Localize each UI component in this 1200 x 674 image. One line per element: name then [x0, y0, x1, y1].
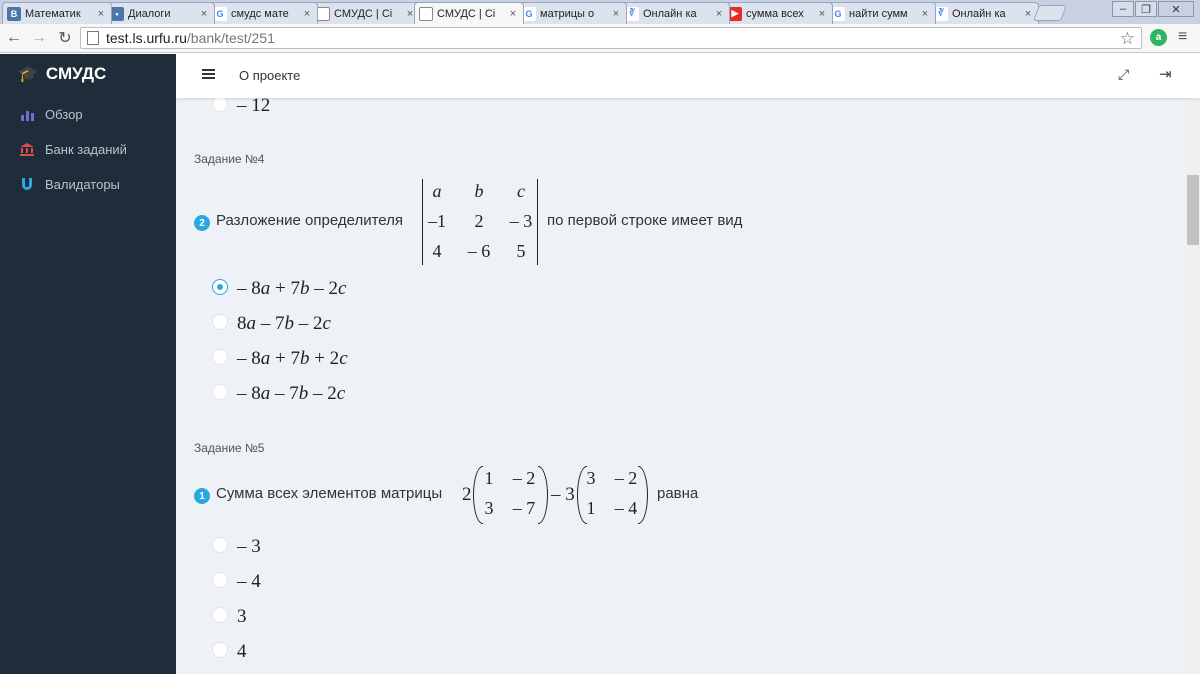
page-icon	[316, 7, 330, 21]
bank-icon	[19, 143, 35, 156]
vk-dialog-icon: ▪	[110, 7, 124, 21]
browser-tab-label: Онлайн ка	[952, 7, 1006, 20]
answer-option-label: 8a – 7b – 2c	[237, 313, 331, 334]
matrix-cell: 3	[586, 468, 596, 488]
sidebar-item-overview[interactable]	[19, 107, 83, 122]
matrix-cell: 3	[484, 498, 494, 518]
matrix-coefficient: 2	[462, 484, 472, 505]
sidebar-item-label: Банк заданий	[45, 142, 127, 157]
graduation-cap-icon: 🎓	[18, 66, 38, 83]
scrollbar-thumb[interactable]	[1187, 175, 1199, 245]
reload-icon[interactable]: ↻	[58, 30, 72, 47]
task-5-title: Задание №5	[194, 441, 265, 455]
browser-tab[interactable]	[105, 2, 215, 24]
browser-tab[interactable]	[414, 2, 524, 24]
page-scrollbar[interactable]	[1186, 54, 1200, 674]
task-4-determinant	[422, 179, 538, 265]
browser-tab-strip	[0, 0, 1200, 24]
browser-toolbar	[0, 24, 1200, 53]
logout-icon[interactable]: ⇥	[1159, 66, 1172, 83]
fullscreen-icon[interactable]: ⤢	[1118, 66, 1130, 82]
restore-window-button[interactable]: ❐	[1135, 1, 1157, 17]
vk-icon: B	[7, 7, 21, 21]
youtube-icon: ▶	[728, 7, 742, 21]
browser-tab-label: найти сумм	[849, 7, 908, 20]
url-host: test.ls.urfu.ru	[106, 30, 187, 46]
sidebar	[0, 54, 176, 674]
address-bar[interactable]	[80, 27, 1142, 49]
browser-tab-label: смудс мате	[231, 7, 289, 20]
tab-close-icon[interactable]: ×	[921, 7, 929, 20]
tab-close-icon[interactable]: ×	[612, 7, 620, 20]
tab-close-icon[interactable]: ×	[303, 7, 311, 20]
task-4-question-end: по первой строке имеет вид	[547, 212, 743, 229]
tab-close-icon[interactable]: ×	[97, 7, 105, 20]
answer-option-label: 3	[237, 606, 247, 627]
sidebar-item-label: Валидаторы	[45, 177, 120, 192]
answer-option-label: – 4	[237, 571, 261, 592]
task-5-question-end: равна	[657, 485, 699, 502]
browser-tab[interactable]	[826, 2, 936, 24]
google-icon: G	[213, 7, 227, 21]
page-icon	[87, 31, 99, 45]
main-content	[176, 98, 1186, 674]
extension-icon[interactable]: a	[1150, 29, 1167, 46]
answer-option-label: 4	[237, 641, 247, 662]
answer-radio[interactable]	[212, 642, 228, 658]
det-cell: a	[432, 181, 442, 201]
task-4-points-badge: 2	[194, 215, 210, 231]
task-4-title: Задание №4	[194, 152, 265, 166]
task-5-question-start: Сумма всех элементов матрицы	[216, 485, 443, 502]
browser-tab-label: Математик	[25, 7, 81, 20]
answer-option-label: – 8a – 7b – 2c	[237, 383, 346, 404]
calculator-icon: ∛	[934, 7, 948, 21]
brand-logo[interactable]	[18, 64, 106, 84]
answer-option-label: – 3	[237, 536, 261, 557]
tab-close-icon[interactable]: ×	[509, 7, 517, 20]
about-link[interactable]: О проекте	[239, 68, 301, 83]
tab-close-icon[interactable]: ×	[406, 7, 414, 20]
tab-close-icon[interactable]: ×	[200, 7, 208, 20]
det-cell: – 6	[467, 241, 491, 261]
matrix-cell: 1	[586, 498, 596, 518]
browser-tab-label: Онлайн ка	[643, 7, 697, 20]
answer-option-label: – 8a + 7b – 2c	[237, 278, 347, 299]
det-cell: b	[474, 181, 484, 201]
magnet-icon	[19, 178, 35, 191]
sidebar-item-task-bank[interactable]	[19, 142, 127, 157]
matrix-cell: – 2	[614, 468, 638, 488]
answer-radio[interactable]	[212, 537, 228, 553]
top-header	[176, 54, 1200, 98]
forward-arrow-icon[interactable]: →	[31, 29, 47, 46]
answer-option-label: – 8a + 7b + 2c	[237, 348, 348, 369]
task-5-points-badge: 1	[194, 488, 210, 504]
calculator-icon: ∛	[625, 7, 639, 21]
tab-close-icon[interactable]: ×	[818, 7, 826, 20]
tab-close-icon[interactable]: ×	[715, 7, 723, 20]
browser-tab-label: СМУДС | Сі	[334, 7, 393, 20]
det-cell: – 3	[509, 211, 533, 231]
task-4-question-start: Разложение определителя	[216, 212, 404, 229]
answer-radio[interactable]	[212, 349, 228, 365]
browser-tab-label: матрицы о	[540, 7, 595, 20]
answer-option-label: – 12	[237, 98, 271, 116]
menu-toggle-icon[interactable]	[202, 69, 215, 80]
matrix-cell: – 2	[512, 468, 536, 488]
matrix-cell: – 4	[614, 498, 638, 518]
close-window-button[interactable]: ✕	[1158, 1, 1194, 17]
bookmark-star-icon[interactable]: ☆	[1119, 29, 1135, 48]
matrix-cell: – 7	[512, 498, 536, 518]
browser-tab-label: СМУДС | Сі	[437, 7, 496, 20]
det-cell: 4	[432, 241, 442, 261]
browser-tab[interactable]	[311, 2, 421, 24]
browser-tab[interactable]	[929, 2, 1039, 24]
answer-radio[interactable]	[212, 607, 228, 623]
url-path: /bank/test/251	[186, 30, 275, 46]
det-cell: –1	[428, 211, 446, 231]
brand-title: СМУДС	[45, 64, 107, 83]
sidebar-item-label: Обзор	[45, 107, 83, 122]
matrix-cell: 1	[484, 468, 494, 488]
page-icon	[419, 7, 433, 21]
browser-tab[interactable]	[723, 2, 833, 24]
google-icon: G	[831, 7, 845, 21]
browser-tab-label: сумма всех	[746, 7, 804, 20]
det-cell: 2	[474, 211, 484, 231]
browser-tab[interactable]	[620, 2, 730, 24]
google-icon: G	[522, 7, 536, 21]
new-tab-button[interactable]	[1033, 5, 1067, 21]
browser-tab[interactable]	[517, 2, 627, 24]
answer-radio[interactable]	[212, 572, 228, 588]
bar-chart-icon	[19, 109, 35, 121]
det-cell: c	[517, 181, 525, 201]
back-arrow-icon[interactable]: ←	[6, 29, 22, 46]
browser-menu-icon[interactable]: ≡	[1178, 28, 1188, 45]
minimize-window-button[interactable]: –	[1112, 1, 1134, 17]
browser-tab[interactable]	[208, 2, 318, 24]
task-5-matrix-expression	[462, 466, 652, 526]
answer-radio[interactable]	[212, 384, 228, 400]
tab-close-icon[interactable]: ×	[1024, 7, 1032, 20]
det-cell: 5	[516, 241, 526, 261]
matrix-operator: – 3	[551, 484, 575, 505]
answer-radio[interactable]	[212, 279, 228, 295]
sidebar-item-validators[interactable]	[19, 177, 120, 192]
browser-tab-label: Диалоги	[128, 7, 171, 20]
answer-radio[interactable]	[212, 98, 228, 112]
browser-tab[interactable]	[2, 2, 112, 24]
answer-radio[interactable]	[212, 314, 228, 330]
